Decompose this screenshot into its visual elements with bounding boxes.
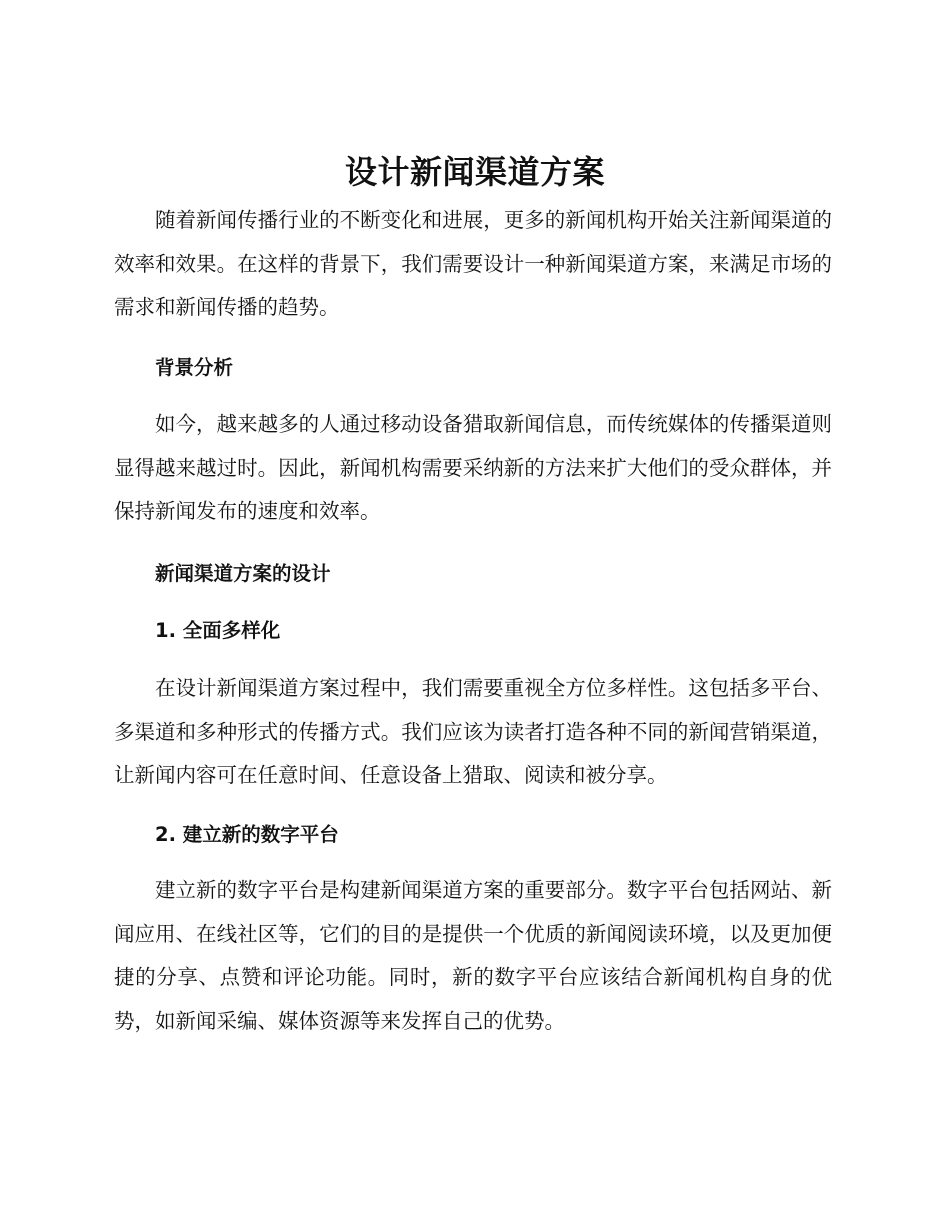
item2-paragraph: 建立新的数字平台是构建新闻渠道方案的重要部分。数字平台包括网站、新闻应用、在线社区等，它们的目的是提供一个优质的新闻阅读环境，以及更加便捷的分享、点赞和评论功能。同时，新的数字平台应该结合新闻机构自身的优势，如新闻采编、媒体资源等来发挥自己的优势。 xyxy=(114,878,832,1033)
background-paragraph: 如今，越来越多的人通过移动设备猎取新闻信息，而传统媒体的传播渠道则显得越来越过时。因此，新闻机构需要采纳新的方法来扩大他们的受众群体，并保持新闻发布的速度和效率。 xyxy=(114,412,832,523)
item2-heading: 2. 建立新的数字平台 xyxy=(155,823,339,846)
design-heading: 新闻渠道方案的设计 xyxy=(155,562,331,585)
intro-paragraph: 随着新闻传播行业的不断变化和进展，更多的新闻机构开始关注新闻渠道的效率和效果。在这样的背景下，我们需要设计一种新闻渠道方案，来满足市场的需求和新闻传播的趋势。 xyxy=(114,208,832,319)
background-heading: 背景分析 xyxy=(155,356,234,379)
item1-heading: 1. 全面多样化 xyxy=(155,619,281,642)
item1-paragraph: 在设计新闻渠道方案过程中，我们需要重视全方位多样性。这包括多平台、多渠道和多种形式的传播方式。我们应该为读者打造各种不同的新闻营销渠道，让新闻内容可在任意时间、任意设备上猎取、阅读和被分享。 xyxy=(114,676,832,787)
document-title: 设计新闻渠道方案 xyxy=(344,153,605,191)
